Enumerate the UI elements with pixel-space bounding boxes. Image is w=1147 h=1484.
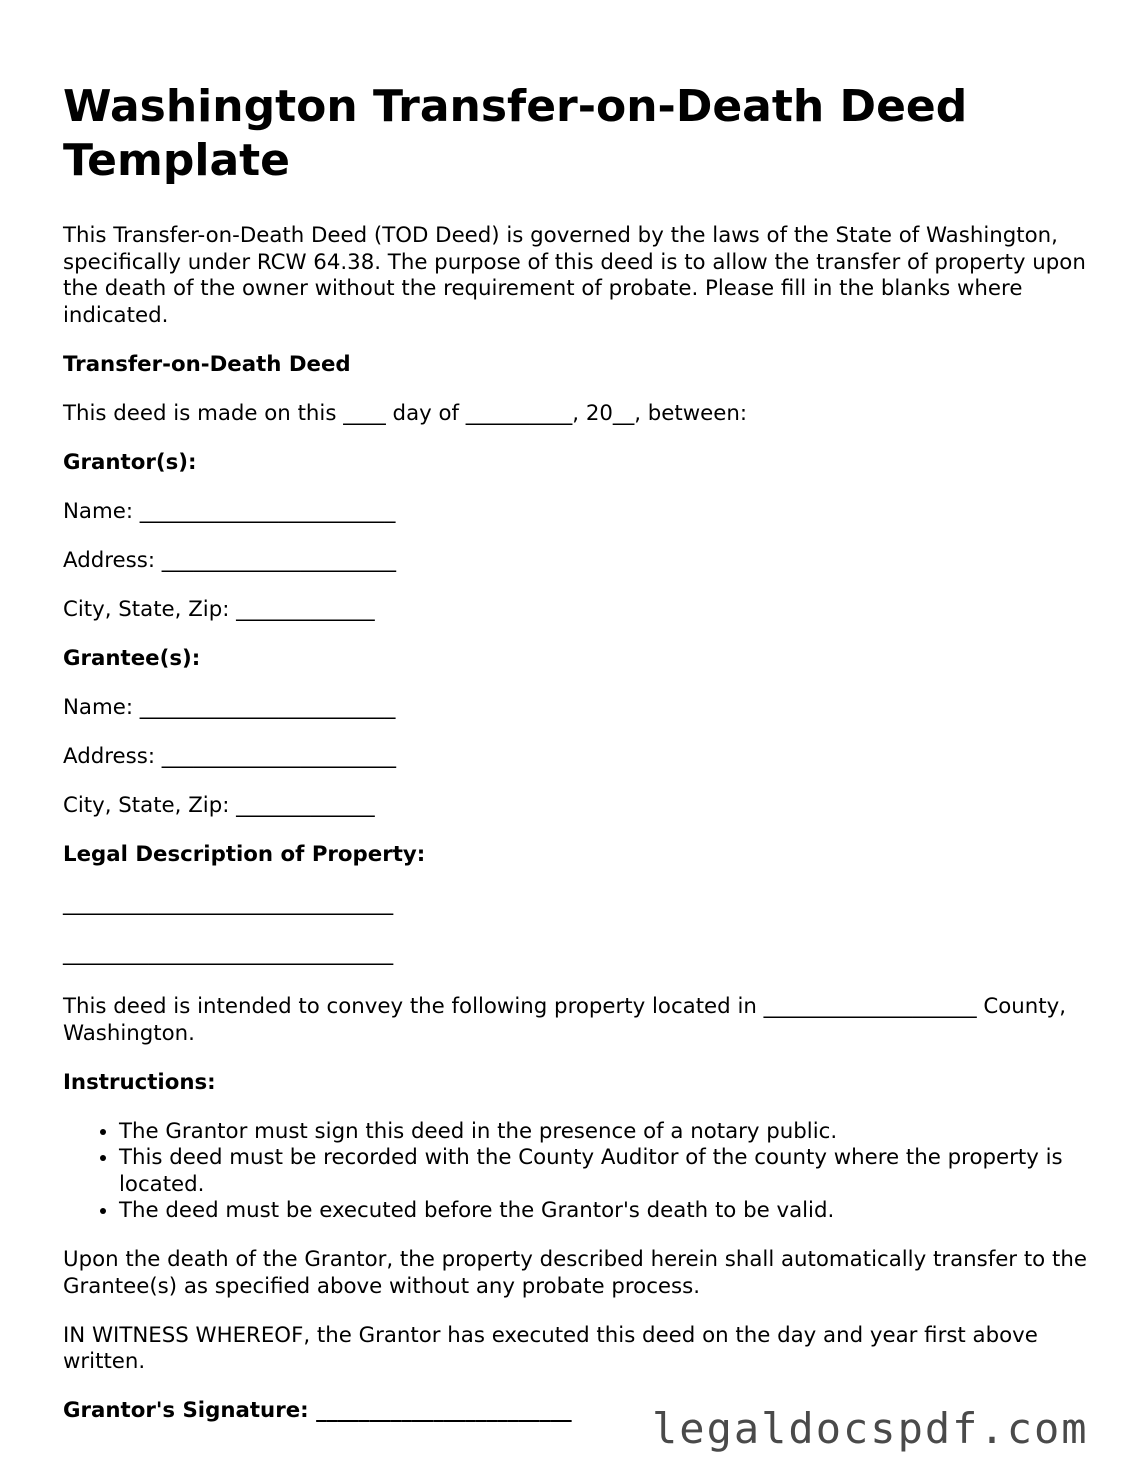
grantor-name-field: Name: ________________________ <box>63 498 396 524</box>
list-item: • This deed must be recorded with the County Auditor of the county where the property is located. <box>119 1145 1093 1198</box>
legal-description-heading: Legal Description of Property: <box>63 841 426 867</box>
deed-heading: Transfer-on-Death Deed <box>63 351 351 377</box>
intro-paragraph: This Transfer-on-Death Deed (TOD Deed) is governed by the laws of the State of Washington, specifically under RCW 64.38. The purpose of this deed is to allow the transfer of property upon the death of the owner without the requirement of probate. Please fill in the blanks where indicated. <box>63 223 1093 328</box>
list-item: • The deed must be executed before the Grantor's death to be valid. <box>119 1198 1093 1225</box>
grantor-heading: Grantor(s): <box>63 449 197 475</box>
grantee-city-field: City, State, Zip: _____________ <box>63 792 375 818</box>
instructions-heading: Instructions: <box>63 1069 216 1095</box>
legal-description-line: _______________________________ <box>63 891 394 916</box>
list-item: • The Grantor must sign this deed in the presence of a notary public. <box>119 1119 1093 1146</box>
convey-paragraph: This deed is intended to convey the following property located in ____________________ County, Washington. <box>63 994 1073 1046</box>
legal-description-line: _______________________________ <box>63 940 394 966</box>
deed-date-line: This deed is made on this ____ day of __________, 20__, between: <box>63 400 748 426</box>
grantor-address-field: Address: ______________________ <box>63 547 397 573</box>
grantee-heading: Grantee(s): <box>63 645 201 671</box>
witness-paragraph: IN WITNESS WHEREOF, the Grantor has executed this deed on the day and year first above written. <box>63 1322 1045 1374</box>
upon-death-paragraph: Upon the death of the Grantor, the property described herein shall automatically transfer to the Grantee(s) as specified above without any probate process. <box>63 1247 1094 1299</box>
grantor-signature-line: Grantor's Signature: ________________________ <box>63 1398 572 1423</box>
watermark: legaldocspdf.com <box>652 1404 1089 1453</box>
grantee-address-field: Address: ______________________ <box>63 743 397 769</box>
document-body <box>63 80 1093 1425</box>
instructions-list <box>63 1119 1093 1225</box>
grantor-city-field: City, State, Zip: _____________ <box>63 596 375 622</box>
grantee-name-field: Name: ________________________ <box>63 694 396 720</box>
page-title: Washington Transfer-on-Death Deed Template <box>63 81 968 186</box>
